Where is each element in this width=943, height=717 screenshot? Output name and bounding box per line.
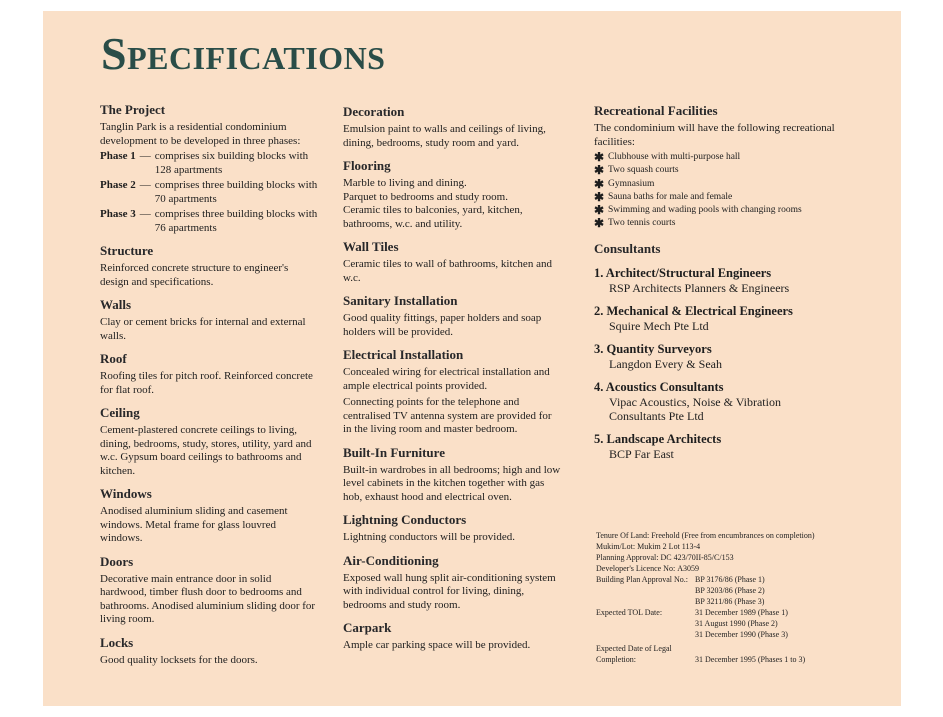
section-locks xyxy=(100,635,318,668)
section-heading: Sanitary Installation xyxy=(343,293,458,308)
section-heading: Doors xyxy=(100,553,134,569)
section-text: Exposed wall hung split air-conditioning system with individual control for living, dining, bedrooms and study room. xyxy=(343,571,556,611)
list-item xyxy=(594,151,844,164)
section-heading: Locks xyxy=(100,634,134,650)
asterisk-icon: ✱ xyxy=(594,189,605,204)
section-lightning-conductors xyxy=(343,512,561,545)
phase-dash: — xyxy=(139,208,151,220)
section-text: Tanglin Park is a residential condominium development to be developed in three phases: xyxy=(100,121,301,147)
section-roof xyxy=(100,351,318,397)
tenure-key: Completion: xyxy=(596,655,636,664)
section-text: Concealed wiring for electrical installation and ample electrical points provided. xyxy=(343,366,550,392)
tenure-key: Mukim/Lot: xyxy=(596,542,636,551)
list-item xyxy=(594,178,844,191)
tenure-row xyxy=(596,607,866,618)
tenure-value: BP 3176/86 (Phase 1) xyxy=(695,575,765,584)
list-item xyxy=(594,217,844,230)
section-carpark xyxy=(343,620,561,653)
section-line: Marble to living and dining. xyxy=(343,177,467,189)
consultant-firm: Squire Mech Pte Ltd xyxy=(609,318,709,333)
section-heading: Flooring xyxy=(343,158,391,173)
facility-text: Two tennis courts xyxy=(608,218,676,229)
consultant-firm: Vipac Acoustics, Noise & Vibration Consultants Pte Ltd xyxy=(609,394,781,423)
section-walls xyxy=(100,297,318,343)
section-flooring xyxy=(343,158,561,231)
phase-text: comprises three building blocks with 70 apartments xyxy=(154,179,318,205)
consultant-role: 5. Landscape Architects xyxy=(594,431,722,446)
tenure-key xyxy=(596,585,695,596)
section-the-project xyxy=(100,102,318,235)
asterisk-icon: ✱ xyxy=(594,150,605,164)
tenure-details xyxy=(596,530,866,665)
section-heading: Air-Conditioning xyxy=(343,552,439,568)
tenure-value: Freehold (Free from encumbrances on completion) xyxy=(651,531,815,540)
section-heading: The Project xyxy=(100,102,166,117)
section-text: The condominium will have the following recreational facilities: xyxy=(594,122,835,148)
section-wall-tiles xyxy=(343,239,561,285)
section-windows xyxy=(100,486,318,546)
consultant-item xyxy=(594,342,844,371)
section-air-conditioning xyxy=(343,553,561,613)
facilities-list xyxy=(594,151,844,231)
list-item xyxy=(594,164,844,177)
tenure-key: Tenure Of Land: xyxy=(596,531,650,540)
asterisk-icon: ✱ xyxy=(594,203,605,218)
tenure-value: 31 December 1989 (Phase 1) xyxy=(695,608,788,617)
tenure-key xyxy=(596,596,695,607)
section-heading: Roof xyxy=(100,351,127,366)
tenure-row xyxy=(596,643,866,654)
tenure-value: 31 December 1990 (Phase 3) xyxy=(695,630,788,639)
consultant-firm: RSP Architects Planners & Engineers xyxy=(609,280,790,295)
section-ceiling xyxy=(100,405,318,478)
section-text: Emulsion paint to walls and ceilings of living, dining, bedrooms, study room and yard. xyxy=(343,123,546,149)
column-2 xyxy=(343,104,561,661)
asterisk-icon: ✱ xyxy=(594,216,605,231)
section-heading: Decoration xyxy=(343,104,405,119)
tenure-key: Developer's Licence No: xyxy=(596,564,676,573)
tenure-value: BP 3203/86 (Phase 2) xyxy=(695,586,765,595)
tenure-row xyxy=(596,563,866,574)
column-3 xyxy=(594,103,844,470)
section-text: Connecting points for the telephone and centralised TV antenna system are provided for in the living room and master bedroom. xyxy=(343,396,552,435)
section-text: Ample car parking space will be provided. xyxy=(343,639,531,651)
tenure-key xyxy=(596,629,695,640)
tenure-row xyxy=(596,552,866,563)
section-heading: Carpark xyxy=(343,620,392,635)
section-heading: Walls xyxy=(100,297,132,312)
asterisk-icon: ✱ xyxy=(594,176,605,191)
facility-text: Two squash courts xyxy=(608,165,679,176)
phase-dash: — xyxy=(139,179,151,191)
tenure-value xyxy=(695,643,866,654)
facility-text: Swimming and wading pools with changing rooms xyxy=(608,205,802,216)
tenure-row xyxy=(596,585,866,596)
section-heading: Ceiling xyxy=(100,405,140,420)
consultant-item xyxy=(594,380,844,423)
phase-label: Phase 2 xyxy=(100,179,136,191)
page-title: Specifications xyxy=(101,28,386,79)
section-doors xyxy=(100,554,318,627)
facility-text: Gymnasium xyxy=(608,178,655,189)
tenure-row xyxy=(596,541,866,552)
phase-text: comprises three building blocks with 76 apartments xyxy=(154,208,318,234)
section-sanitary-installation xyxy=(343,293,561,339)
section-text: Decorative main entrance door in solid hardwood, timber flush door to bedrooms and bathrooms. Anodised aluminium sliding door for living room. xyxy=(100,572,316,625)
facility-text: Clubhouse with multi-purpose hall xyxy=(608,152,741,162)
section-heading: Electrical Installation xyxy=(343,347,464,362)
consultant-firm: BCP Far East xyxy=(609,446,674,461)
section-consultants xyxy=(594,241,844,461)
consultant-role: 1. Architect/Structural Engineers xyxy=(594,265,772,280)
list-item xyxy=(594,191,844,204)
asterisk-icon: ✱ xyxy=(594,163,605,178)
consultant-role: 4. Acoustics Consultants xyxy=(594,379,724,394)
facility-text: Sauna baths for male and female xyxy=(608,191,733,202)
tenure-key: Expected Date of Legal xyxy=(596,644,672,653)
section-text xyxy=(343,177,561,231)
consultant-item xyxy=(594,432,844,461)
section-heading: Lightning Conductors xyxy=(343,512,467,527)
section-text: Lightning conductors will be provided. xyxy=(343,531,515,543)
section-text: Reinforced concrete structure to engineer's design and specifications. xyxy=(100,262,289,288)
section-line: Ceramic tiles to balconies, yard, kitchen, bathrooms, w.c. and utility. xyxy=(343,204,523,230)
tenure-value: DC 423/70II-85/C/153 xyxy=(660,553,734,562)
tenure-row xyxy=(596,574,866,585)
section-recreational-facilities xyxy=(594,103,844,231)
phase-label: Phase 1 xyxy=(100,150,136,162)
phase-text: comprises six building blocks with 128 apartments xyxy=(154,150,309,176)
tenure-key xyxy=(596,618,695,629)
section-text: Good quality locksets for the doors. xyxy=(100,653,258,666)
tenure-key: Expected TOL Date: xyxy=(596,608,663,617)
tenure-row xyxy=(596,654,866,665)
tenure-key: Building Plan Approval No.: xyxy=(596,575,688,584)
consultant-item xyxy=(594,304,844,333)
consultant-role: 2. Mechanical & Electrical Engineers xyxy=(594,303,793,318)
phase-item xyxy=(100,179,318,206)
tenure-value: BP 3211/86 (Phase 3) xyxy=(695,597,765,606)
section-heading: Windows xyxy=(100,486,152,501)
section-heading: Consultants xyxy=(594,240,661,256)
specifications-page xyxy=(43,11,901,706)
consultant-role: 3. Quantity Surveyors xyxy=(594,341,712,356)
consultant-firm: Langdon Every & Seah xyxy=(609,356,722,371)
phase-item xyxy=(100,208,318,235)
tenure-value: Mukim 2 Lot 113-4 xyxy=(637,542,701,551)
tenure-value: 31 August 1990 (Phase 2) xyxy=(695,619,778,628)
section-text: Ceramic tiles to wall of bathrooms, kitchen and w.c. xyxy=(343,258,552,284)
section-text: Good quality fittings, paper holders and soap holders will be provided. xyxy=(343,312,542,338)
tenure-value: A3059 xyxy=(677,564,699,573)
tenure-row xyxy=(596,629,866,640)
section-heading: Built-In Furniture xyxy=(343,444,445,460)
section-heading: Structure xyxy=(100,243,154,258)
section-text: Built-in wardrobes in all bedrooms; high and low level cabinets in the kitchen together with gas hob, exhaust hood and electrical oven. xyxy=(343,463,561,503)
tenure-key: Planning Approval: xyxy=(596,553,659,562)
section-decoration xyxy=(343,104,561,150)
section-line: Parquet to bedrooms and study room. xyxy=(343,190,508,203)
column-1 xyxy=(100,102,318,675)
consultant-item xyxy=(594,266,844,295)
tenure-value: 31 December 1995 (Phases 1 to 3) xyxy=(695,655,806,664)
tenure-row xyxy=(596,596,866,607)
phase-item xyxy=(100,150,318,177)
tenure-row xyxy=(596,530,866,541)
section-electrical-installation xyxy=(343,347,561,437)
tenure-row xyxy=(596,618,866,629)
list-item xyxy=(594,204,844,217)
section-text: Roofing tiles for pitch roof. Reinforced concrete for flat roof. xyxy=(100,370,313,396)
section-text: Clay or cement bricks for internal and external walls. xyxy=(100,316,306,342)
section-heading: Wall Tiles xyxy=(343,239,399,254)
phase-dash: — xyxy=(139,150,151,162)
phase-label: Phase 3 xyxy=(100,208,136,220)
phase-list xyxy=(100,150,318,235)
section-text: Anodised aluminium sliding and casement windows. Metal frame for glass louvred windows. xyxy=(100,505,288,544)
section-text: Cement-plastered concrete ceilings to living, dining, bedrooms, study, stores, utility, yard and w.c. Gypsum board ceilings to bathrooms and kitchen. xyxy=(100,424,312,477)
section-structure xyxy=(100,243,318,289)
section-built-in-furniture xyxy=(343,445,561,505)
section-heading: Recreational Facilities xyxy=(594,103,718,118)
